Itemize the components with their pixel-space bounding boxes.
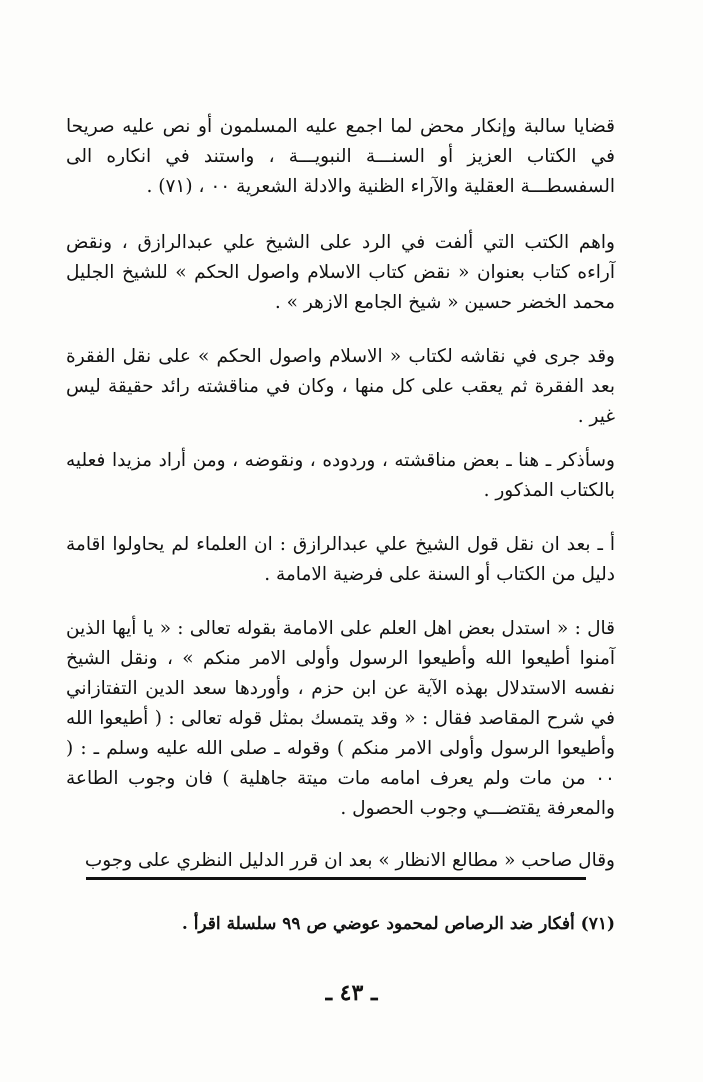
- paragraph-2: واهم الكتب التي ألفت في الرد على الشيخ علي عبدالرازق ، ونقض آراءه كتاب بعنوان « نقض كتاب الاسلام واصول الحكم » للشيخ الجليل محمد الخضر حسين « شيخ الجامع الازهر » .: [66, 232, 615, 313]
- paragraph-4: وسأذكر ـ هنا ـ بعض مناقشته ، وردوده ، ونقوضه ، ومن أراد مزيدا فعليه بالكتاب المذكور .: [66, 450, 615, 501]
- footnote-divider: [86, 877, 586, 880]
- main-text: [66, 112, 615, 876]
- footnote: (٧١) أفكار ضد الرصاص لمحمود عوضي ص ٩٩ سلسلة اقرأ .: [181, 914, 615, 934]
- paragraph-6: قال : « استدل بعض اهل العلم على الامامة بقوله تعالى : « يا أيها الذين آمنوا أطيعوا الله وأطيعوا الرسول وأولى الامر منكم » ، ونقل الشيخ نفسه الاستدلال بهذه الآية عن ابن حزم ، وأوردها سعد الدين التفتازاني في شرح المقاصد فقال : « وقد يتمسك بمثل قوله تعالى : ( أطيعوا الله وأطيعوا الرسول وأولى الامر منكم ) وقوله ـ صلى الله عليه وسلم ـ : ( ٠٠ من مات ولم يعرف امامه مات ميتة جاهلية ) فان وجوب الطاعة والمعرفة يقتضـــي وجوب الحصول .: [66, 618, 615, 819]
- page-number: ـ ٤٣ ـ: [325, 980, 378, 1006]
- paragraph-1: قضايا سالبة وإنكار محض لما اجمع عليه المسلمون أو نص عليه صريحا في الكتاب العزيز أو السنـــة النبويـــة ، واستند في انكاره الى السفسطـــة العقلية والآراء الظنية والادلة الشعرية ٠٠ ، (٧١) .: [66, 116, 615, 197]
- paragraph-7: وقال صاحب « مطالع الانظار » بعد ان قرر الدليل النظري على وجوب: [84, 850, 615, 871]
- paragraph-5: أ ـ بعد ان نقل قول الشيخ علي عبدالرازق : ان العلماء لم يحاولوا اقامة دليل من الكتاب أو السنة على فرضية الامامة .: [66, 534, 615, 585]
- paragraph-3: وقد جرى في نقاشه لكتاب « الاسلام واصول الحكم » على نقل الفقرة بعد الفقرة ثم يعقب على كل منها ، وكان في مناقشته رائد حقيقة ليس غير .: [66, 346, 615, 427]
